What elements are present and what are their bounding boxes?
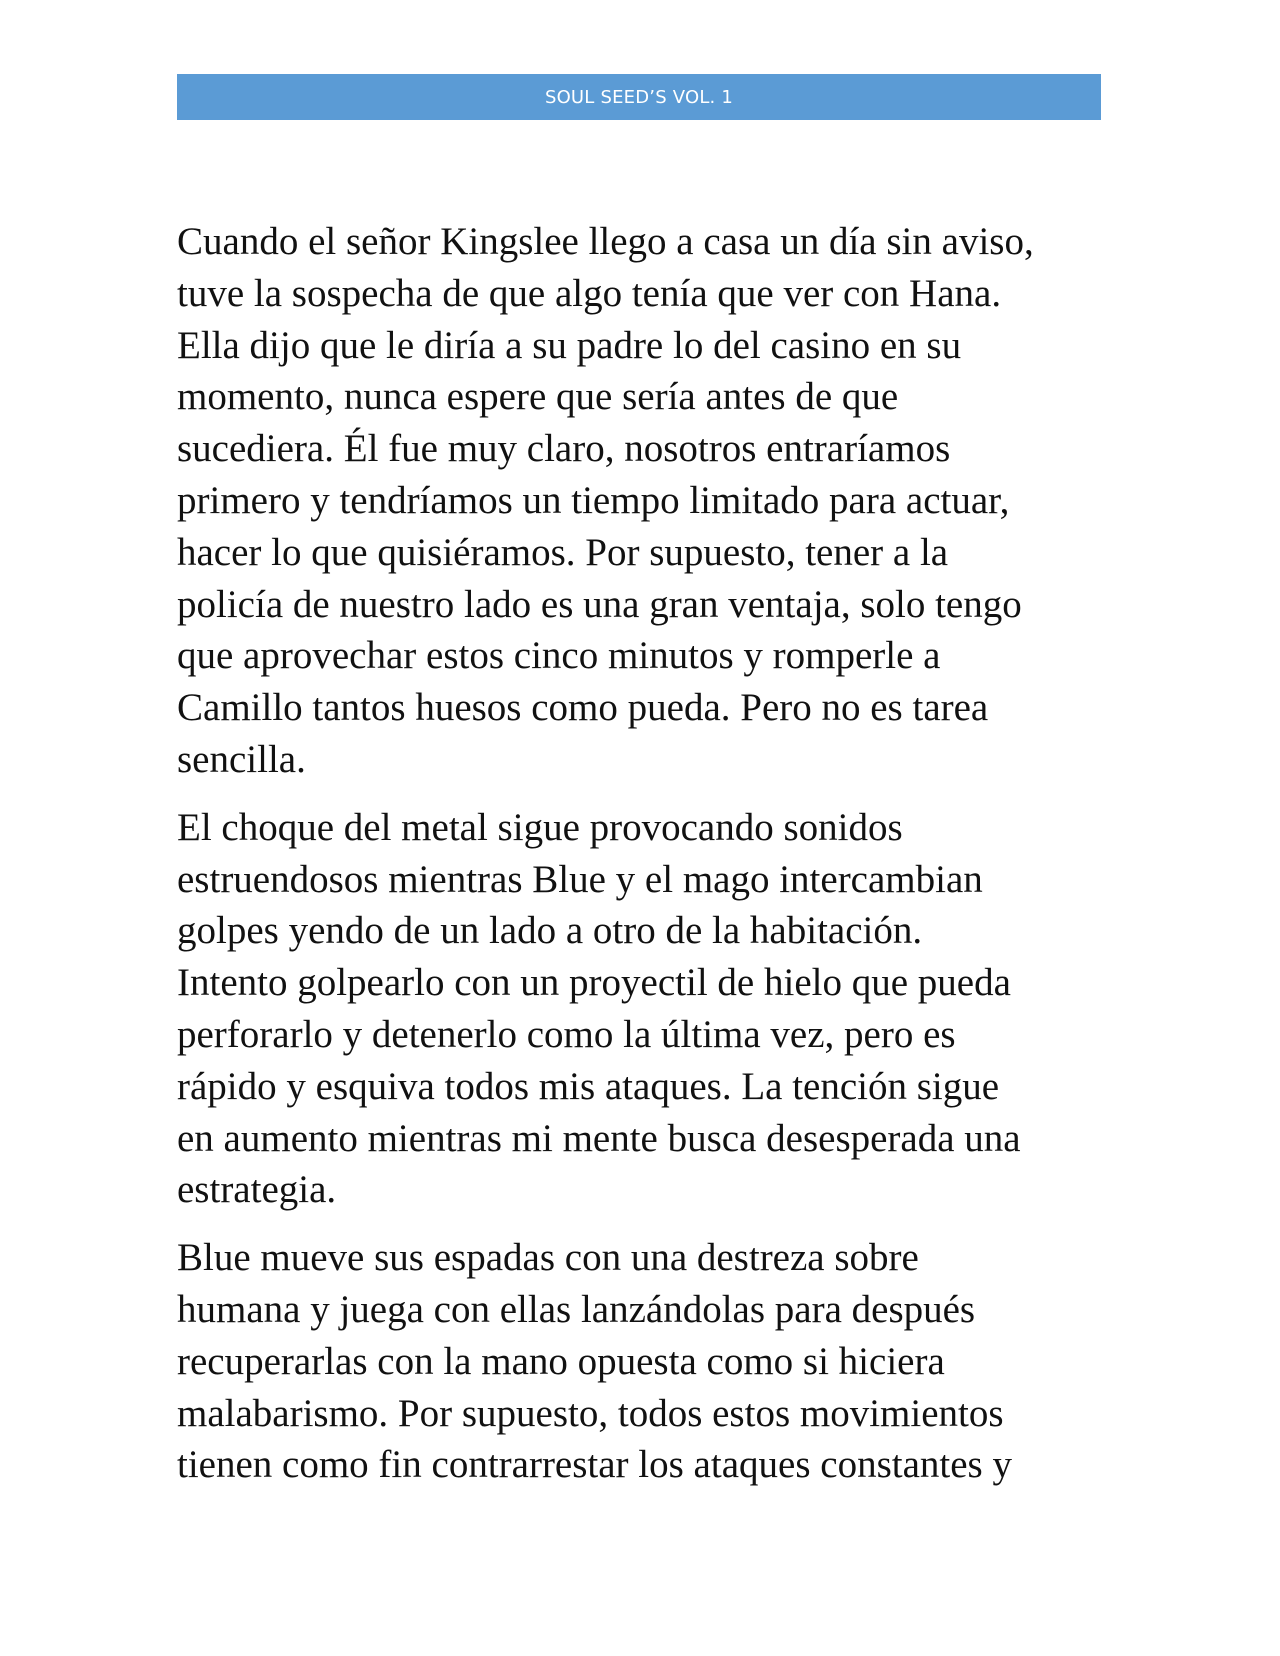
text-line: malabarismo. Por supuesto, todos estos movimientos xyxy=(177,1391,1004,1435)
text-line: policía de nuestro lado es una gran ventaja, solo tengo xyxy=(177,582,1022,626)
text-line: Ella dijo que le diría a su padre lo del casino en su xyxy=(177,323,962,367)
text-line: sucediera. Él fue muy claro, nosotros entraríamos xyxy=(177,427,951,471)
running-header-bar xyxy=(177,74,1101,120)
text-line: momento, nunca espere que sería antes de que xyxy=(177,375,899,419)
text-line: Cuando el señor Kingslee llego a casa un día sin aviso, xyxy=(177,220,1034,263)
text-line: estrategia. xyxy=(177,1168,337,1212)
text-line: estruendosos mientras Blue y el mago intercambian xyxy=(177,857,983,901)
text-line: humana y juega con ellas lanzándolas para después xyxy=(177,1287,976,1331)
running-header-title: SOUL SEED’S VOL. 1 xyxy=(544,86,734,108)
paragraph-1 xyxy=(177,216,1117,786)
text-line: tienen como fin contrarrestar los ataques constantes y xyxy=(177,1443,1012,1487)
paragraph-2 xyxy=(177,802,1117,1216)
text-line: Blue mueve sus espadas con una destreza sobre xyxy=(177,1236,919,1280)
text-line: que aprovechar estos cinco minutos y romperle a xyxy=(177,634,941,678)
text-line: hacer lo que quisiéramos. Por supuesto, tener a la xyxy=(177,530,949,574)
text-line: golpes yendo de un lado a otro de la habitación. xyxy=(177,909,923,953)
text-line: en aumento mientras mi mente busca desesperada una xyxy=(177,1116,1021,1160)
text-line: tuve la sospecha de que algo tenía que ver con Hana. xyxy=(177,271,1002,315)
text-line: El choque del metal sigue provocando sonidos xyxy=(177,805,903,849)
text-line: Intento golpearlo con un proyectil de hielo que pueda xyxy=(177,961,1011,1005)
text-line: recuperarlas con la mano opuesta como si hiciera xyxy=(177,1339,945,1383)
text-line: primero y tendríamos un tiempo limitado para actuar, xyxy=(177,478,1010,522)
text-line: perforarlo y detenerlo como la última vez, pero es xyxy=(177,1012,956,1056)
text-line: rápido y esquiva todos mis ataques. La tención sigue xyxy=(177,1064,1000,1108)
text-line: sencilla. xyxy=(177,737,306,781)
text-line: Camillo tantos huesos como pueda. Pero no es tarea xyxy=(177,686,989,730)
paragraph-3 xyxy=(177,1232,1117,1491)
body-text xyxy=(177,216,1117,1507)
